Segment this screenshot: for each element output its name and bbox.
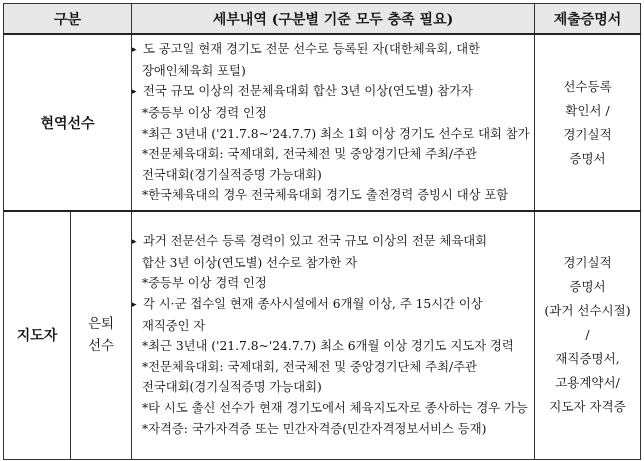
subcategory-cell: [71, 211, 132, 459]
detail-text: 전국대회(경기실적증명 가능대회): [142, 380, 322, 395]
detail-text: 과거 전문선수 등록 경력이 있고 전국 규모 이상의 전문 체육대회: [143, 234, 488, 249]
detail-line: [132, 294, 534, 316]
doc-line: /: [585, 327, 590, 343]
triangle-bullet-icon: ▸: [132, 45, 137, 56]
header-category: 구분: [4, 4, 132, 35]
detail-line: [132, 316, 534, 337]
doc-line: 경기실적: [563, 126, 612, 142]
triangle-bullet-icon: ▸: [132, 300, 137, 311]
details-cell: [132, 34, 535, 211]
docs-lines: [535, 75, 640, 171]
header-details: 세부내역 (구분별 기준 모두 충족 필요): [132, 4, 535, 35]
detail-text: 전국 규모 이상의 전문체육대회 합산 3년 이상(연도별) 참가자: [143, 84, 473, 99]
detail-text: *전문체육대회: 국제대회, 전국체전 및 중앙경기단체 주최/주관: [142, 359, 477, 374]
detail-text: *한국체육대의 경우 전국체육대회 경기도 출전경력 증빙시 대상 포함: [142, 188, 509, 203]
detail-text: *중등부 이상 경력 인정: [142, 276, 267, 291]
subcategory-line: 은퇴: [87, 316, 115, 333]
details-lines: [132, 231, 534, 439]
table-header-row: [4, 4, 641, 35]
detail-text: 전국대회(경기실적증명 가능대회): [142, 167, 322, 182]
triangle-bullet-icon: ▸: [132, 237, 137, 248]
detail-line: [132, 231, 534, 253]
detail-text: *최근 3년내 ('21.7.8~'24.7.7) 최소 1회 이상 경기도 선수로 대회 참가: [142, 126, 530, 141]
detail-line: [132, 81, 534, 103]
doc-line: 증명서: [569, 279, 606, 295]
detail-line: [132, 377, 534, 398]
detail-line: [132, 144, 534, 165]
detail-text: *최근 3년내 ('21.7.8~'24.7.7) 최소 6개월 이상 경기도 지도자 경력: [142, 339, 514, 354]
detail-text: *전문체육대회: 국제대회, 전국체전 및 중앙경기단체 주최/주관: [142, 147, 477, 162]
doc-line: 경기실적: [563, 255, 612, 271]
detail-line: [132, 124, 534, 145]
detail-text: 재직중인 자: [142, 318, 206, 333]
detail-text: 각 시·군 접수일 현재 종사시설에서 6개월 이상, 주 15시간 이상: [143, 297, 483, 312]
doc-line: 고용계약서/: [555, 375, 620, 391]
eligibility-table: [3, 3, 641, 460]
detail-line: [132, 39, 534, 61]
doc-line: 선수등록: [563, 78, 612, 94]
table-row-coach: [4, 211, 641, 459]
doc-line: 재직증명서,: [555, 351, 620, 367]
detail-line: [132, 185, 534, 206]
detail-line: [132, 273, 534, 294]
header-docs: 제출증명서: [535, 4, 641, 35]
detail-text: *중등부 이상 경력 인정: [142, 105, 267, 120]
subcategory-line: 선수: [87, 338, 115, 355]
doc-line: 지도자 자격증: [549, 399, 626, 415]
docs-lines: [535, 251, 640, 419]
docs-cell: [535, 34, 641, 211]
doc-line: 확인서 /: [565, 102, 610, 118]
detail-text: *타 시도 출신 선수가 현재 경기도에서 체육지도자로 종사하는 경우 가능: [142, 401, 528, 416]
detail-line: [132, 103, 534, 124]
detail-line: [132, 61, 534, 82]
docs-cell: [535, 211, 641, 459]
detail-line: [132, 398, 534, 419]
category-cell: 지도자: [4, 211, 71, 459]
category-cell: 현역선수: [4, 34, 132, 211]
doc-line: 증명서: [569, 150, 606, 166]
table-row-active-athlete: [4, 34, 641, 211]
detail-line: [132, 165, 534, 186]
detail-text: 장애인체육회 포털): [142, 63, 246, 78]
detail-line: [132, 419, 534, 440]
details-lines: [132, 39, 534, 206]
doc-line: (과거 선수시절): [544, 303, 631, 319]
triangle-bullet-icon: ▸: [132, 87, 137, 98]
detail-line: [132, 357, 534, 378]
detail-text: *자격증: 국가자격증 또는 민간자격증(민간자격정보서비스 등재): [142, 421, 487, 436]
detail-text: 도 공고일 현재 경기도 전문 선수로 등록된 자(대한체육회, 대한: [143, 42, 480, 57]
detail-line: [132, 253, 534, 274]
detail-line: [132, 336, 534, 357]
detail-text: 합산 3년 이상(연도별) 선수로 참가한 자: [142, 255, 358, 270]
details-cell: [132, 211, 535, 459]
